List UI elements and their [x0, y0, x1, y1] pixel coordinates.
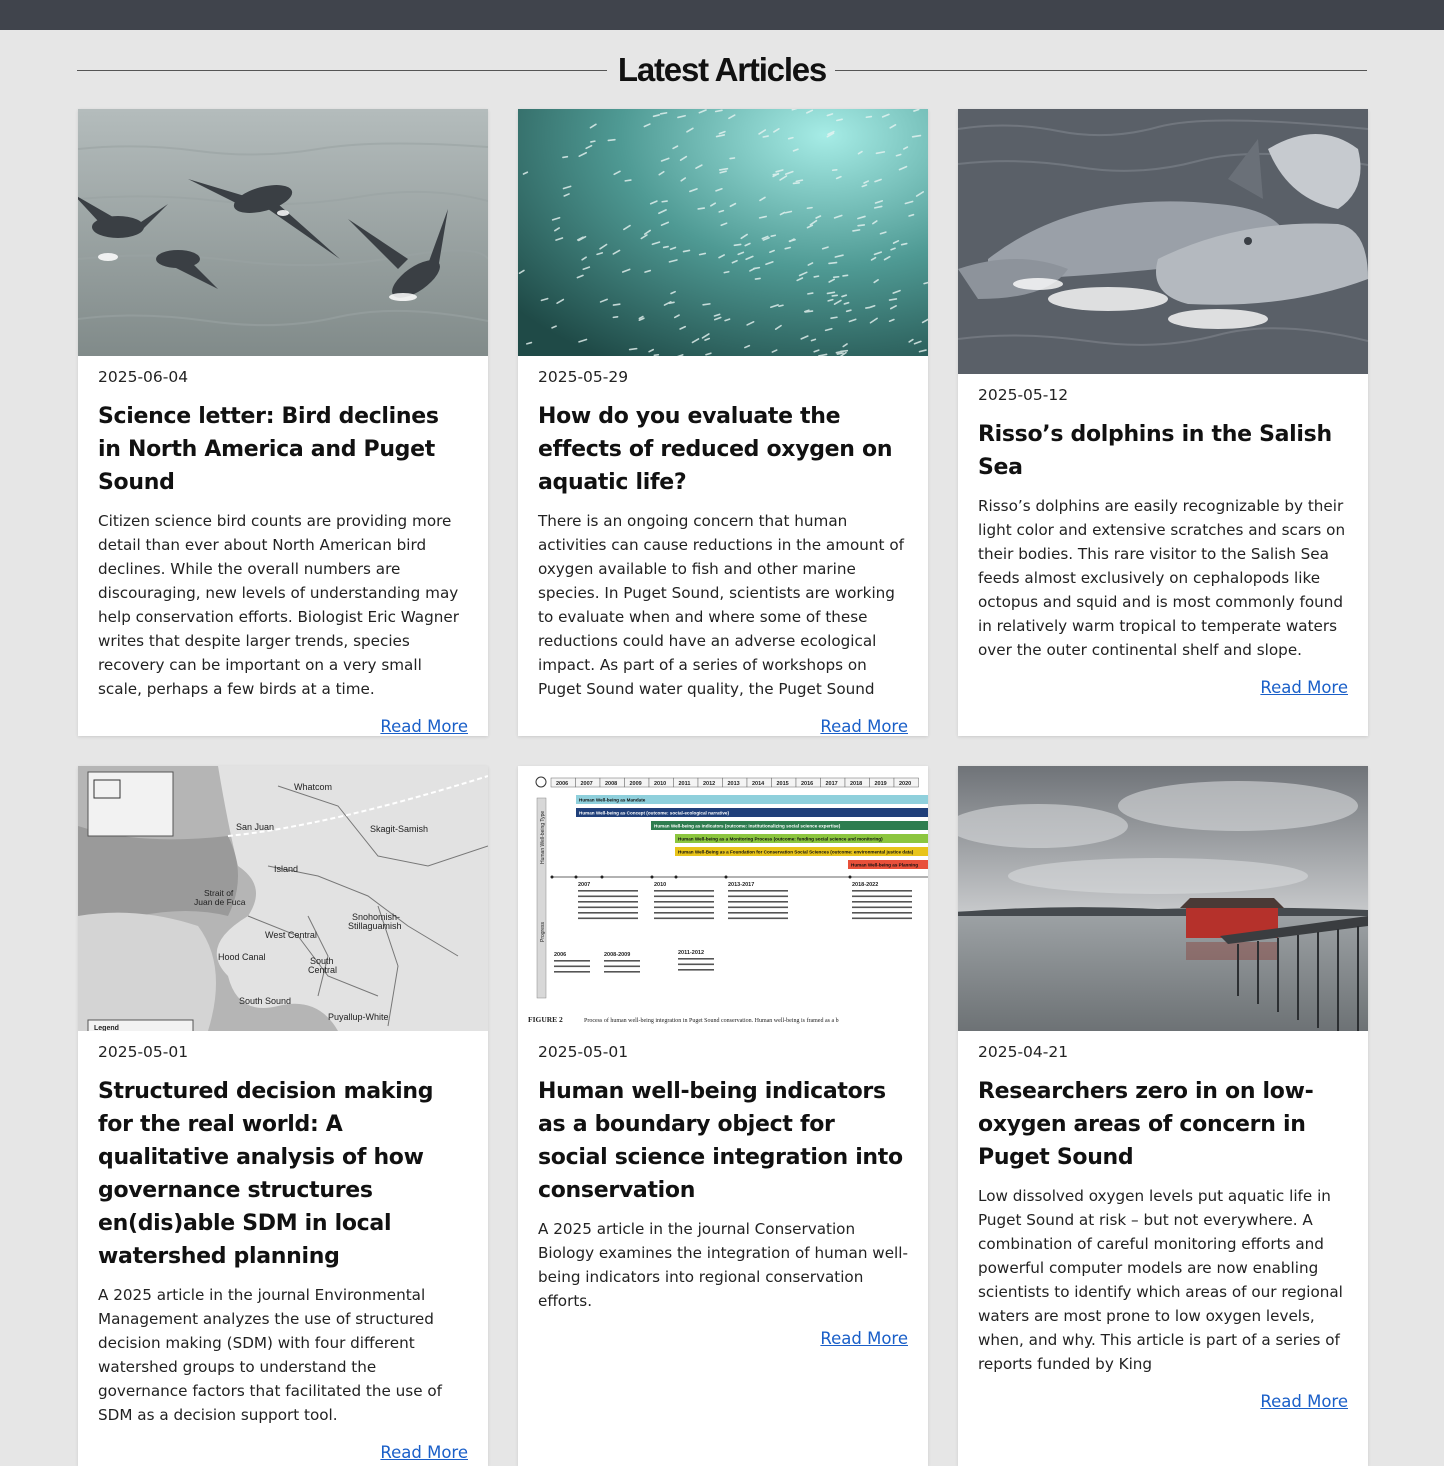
- figure-milestone-text-line: [852, 890, 912, 892]
- read-more-link[interactable]: Read More: [380, 717, 468, 736]
- fish-mark: [829, 263, 837, 264]
- article-excerpt: There is an ongoing concern that human activities can cause reductions in the amount of oxygen available to fish and other marine species. In Puget Sound, scientists are working to evaluate when and where some of these reductions could have an adverse ecological impact. As part of a series of workshops on Puget Sound water quality, the Puget Sound: [538, 509, 908, 701]
- figure-milestone-text-line: [654, 912, 714, 914]
- read-more-link[interactable]: Read More: [1260, 1392, 1348, 1411]
- figure-milestone-text-line: [578, 907, 638, 909]
- fish-mark: [669, 302, 674, 303]
- figure-milestone-text-line: [852, 896, 912, 898]
- section-title: Latest Articles: [618, 51, 826, 89]
- map-label-west-central: West Central: [265, 930, 317, 940]
- fish-mark: [890, 299, 897, 300]
- fish-mark: [664, 247, 668, 248]
- figure-bar-label: Human Well-being as Indicators (outcome: institutionalizing social science expertise): [654, 824, 841, 829]
- fish-mark: [698, 208, 704, 209]
- fish-mark: [789, 138, 793, 139]
- read-more-link[interactable]: Read More: [820, 1329, 908, 1348]
- figure-milestone-text-line: [728, 907, 788, 909]
- article-card: [958, 766, 1368, 1466]
- figure-milestone-dot: [651, 876, 654, 879]
- map-label-san-juan: San Juan: [236, 822, 274, 832]
- article-excerpt: Citizen science bird counts are providing more detail than ever about North American bird declines. While the overall numbers are discouraging, new levels of understanding may help conservation efforts. Biologist Eric Wagner writes that despite larger trends, species recovery can be important on a very small scale, perhaps a few birds at a time.: [98, 509, 468, 701]
- fish-mark: [853, 230, 860, 231]
- figure-year-label: 2014: [752, 781, 765, 787]
- figure-year-label: 2007: [581, 781, 593, 787]
- fish-mark: [866, 117, 871, 118]
- figure-milestone-text-line: [578, 912, 638, 914]
- figure-caption-text: Process of human well-being integration in Puget Sound conservation. Human well-being is framed as a b: [584, 1017, 839, 1024]
- figure-milestone-label: 2008-2009: [604, 952, 630, 958]
- figure-year-label: 2020: [899, 781, 911, 787]
- figure-milestone-text-line: [728, 890, 788, 892]
- fish-mark: [755, 278, 760, 279]
- figure-milestone-text-line: [578, 918, 638, 920]
- fish-mark: [613, 317, 617, 318]
- article-title[interactable]: Structured decision making for the real world: A qualitative analysis of how governance structures en(dis)able SDM in local watershed planning: [98, 1075, 468, 1273]
- card-body: [518, 356, 928, 736]
- figure-milestone-text-line: [728, 918, 788, 920]
- map-label-skagit: Skagit-Samish: [370, 824, 428, 834]
- fish-mark: [703, 304, 710, 305]
- figure-milestone-text-line: [654, 907, 714, 909]
- map-label-snohomish: Snohomish-: [352, 912, 400, 922]
- figure-milestone-text-line: [578, 901, 638, 903]
- figure-year-label: 2011: [679, 781, 691, 787]
- fish-mark: [625, 180, 631, 181]
- map-label-hood-canal: Hood Canal: [218, 952, 266, 962]
- article-excerpt: Risso’s dolphins are easily recognizable by their light color and extensive scratches and scars on their bodies. This rare visitor to the Salish Sea feeds almost exclusively on cephalopods like octopus and squid and is most commonly found in relatively warm tropical to temperate waters over the outer continental shelf and slope.: [978, 494, 1348, 662]
- card-body: [78, 356, 488, 736]
- map-label-island: Island: [274, 864, 298, 874]
- fish-mark: [847, 310, 851, 311]
- figure-year-label: 2016: [801, 781, 813, 787]
- fish-mark: [807, 208, 812, 209]
- figure-bar-label: Human Well-Being as a Foundation for Conservation Social Sciences (outcome: environmental justice data): [678, 850, 914, 855]
- article-title[interactable]: How do you evaluate the effects of reduced oxygen on aquatic life?: [538, 400, 908, 499]
- read-more-link[interactable]: Read More: [380, 1443, 468, 1462]
- figure-milestone-label: 2010: [654, 882, 666, 888]
- article-excerpt: Low dissolved oxygen levels put aquatic life in Puget Sound at risk – but not everywhere. A combination of careful monitoring efforts and powerful computer models are now enabling scientists to identify which areas of our regional waters are most prone to low oxygen levels, when, and why. This article is part of a series of reports funded by King: [978, 1184, 1348, 1376]
- read-more-link[interactable]: Read More: [1260, 678, 1348, 697]
- map-label-strait: Strait of: [204, 888, 234, 898]
- article-card: [78, 109, 488, 736]
- figure-milestone-text-line: [678, 969, 714, 971]
- article-date: 2025-05-01: [538, 1043, 908, 1061]
- map-label-south: South: [310, 956, 334, 966]
- fish-mark: [832, 295, 837, 296]
- article-date: 2025-06-04: [98, 368, 468, 386]
- fish-mark: [608, 140, 615, 141]
- fish-mark: [831, 317, 837, 318]
- figure-bar-label: Human Well-being as Mandate: [579, 798, 646, 803]
- figure-year-label: 2012: [703, 781, 715, 787]
- article-title[interactable]: Human well-being indicators as a boundary object for social science integration into conservation: [538, 1075, 908, 1207]
- figure-milestone-text-line: [728, 912, 788, 914]
- fish-mark: [902, 244, 907, 245]
- map-label-whatcom: Whatcom: [294, 782, 332, 792]
- fish-mark: [779, 305, 783, 306]
- figure-year-label: 2009: [630, 781, 642, 787]
- read-more-link[interactable]: Read More: [820, 717, 908, 736]
- map-label-puyallup: Puyallup-White: [328, 1012, 389, 1022]
- figure-bar-label: Human Well-being as a Monitoring Process (outcome: funding social science and monitoring): [678, 837, 883, 842]
- figure-year-label: 2013: [728, 781, 740, 787]
- fish-mark: [661, 113, 667, 114]
- fish-mark: [837, 353, 843, 354]
- figure-milestone-dot: [725, 876, 728, 879]
- figure-year-label: 2017: [826, 781, 838, 787]
- article-excerpt: A 2025 article in the journal Environmental Management analyzes the use of structured decision making (SDM) with four different watershed groups to understand the governance factors that facilitated the use of SDM as a decision support tool.: [98, 1283, 468, 1427]
- section-header: [77, 30, 1367, 110]
- figure-year-label: 2006: [556, 781, 568, 787]
- figure-year-label: 2008: [605, 781, 617, 787]
- article-image-watershed-map[interactable]: [78, 766, 488, 1031]
- figure-year-label: 2019: [875, 781, 887, 787]
- map-label-central: Central: [308, 965, 337, 975]
- article-card: [958, 109, 1368, 736]
- card-body: [78, 1031, 488, 1466]
- article-card: [518, 109, 928, 736]
- figure-bar-label: Human Well-being as Planning: [851, 863, 918, 868]
- figure-year-label: 2010: [654, 781, 666, 787]
- article-image-birds[interactable]: [78, 109, 488, 356]
- map-label-south-sound: South Sound: [239, 996, 291, 1006]
- fish-mark: [724, 272, 728, 273]
- fish-mark: [836, 352, 841, 353]
- article-image-pier[interactable]: [958, 766, 1368, 1031]
- card-body: [958, 374, 1368, 736]
- article-date: 2025-05-12: [978, 386, 1348, 404]
- article-image-timeline-figure[interactable]: [518, 766, 928, 1031]
- figure-milestone-text-line: [852, 901, 912, 903]
- article-title[interactable]: Risso’s dolphins in the Salish Sea: [978, 418, 1348, 484]
- fish-mark: [630, 349, 637, 350]
- fish-mark: [793, 183, 799, 184]
- fish-mark: [827, 292, 834, 293]
- card-body: [958, 1031, 1368, 1466]
- figure-milestone-text-line: [604, 966, 640, 968]
- figure-milestone-text-line: [554, 966, 590, 968]
- figure-milestone-text-line: [852, 912, 912, 914]
- figure-milestone-dot: [849, 876, 852, 879]
- figure-milestone-text-line: [654, 896, 714, 898]
- figure-milestone-label: 2007: [578, 882, 590, 888]
- fish-mark: [563, 157, 567, 158]
- figure-milestone-label: 2006: [554, 952, 566, 958]
- figure-year-label: 2018: [850, 781, 862, 787]
- fish-mark: [814, 276, 818, 277]
- figure-axis-bottom: Progress: [540, 921, 546, 942]
- fish-mark: [662, 201, 667, 202]
- figure-milestone-dot: [675, 876, 678, 879]
- article-date: 2025-04-21: [978, 1043, 1348, 1061]
- article-image-fish-school[interactable]: [518, 109, 928, 356]
- figure-milestone-text-line: [728, 901, 788, 903]
- figure-milestone-text-line: [654, 890, 714, 892]
- map-label-juan-de-fuca: Juan de Fuca: [194, 897, 246, 907]
- fish-mark: [684, 250, 690, 251]
- figure-milestone-dot: [601, 876, 604, 879]
- article-title[interactable]: Researchers zero in on low-oxygen areas of concern in Puget Sound: [978, 1075, 1348, 1174]
- figure-milestone-text-line: [654, 901, 714, 903]
- figure-milestone-text-line: [578, 890, 638, 892]
- article-image-dolphins[interactable]: [958, 109, 1368, 374]
- figure-milestone-text-line: [578, 896, 638, 898]
- fish-mark: [734, 244, 740, 245]
- article-title[interactable]: Science letter: Bird declines in North America and Puget Sound: [98, 400, 468, 499]
- figure-milestone-text-line: [678, 964, 714, 966]
- map-legend-label: Legend: [94, 1025, 119, 1031]
- figure-milestone-text-line: [654, 918, 714, 920]
- figure-milestone-dot: [551, 876, 554, 879]
- figure-milestone-text-line: [852, 918, 912, 920]
- fish-mark: [730, 158, 734, 159]
- figure-milestone-text-line: [604, 971, 640, 973]
- article-date: 2025-05-01: [98, 1043, 468, 1061]
- article-card: [78, 766, 488, 1466]
- figure-axis-top: Human Well-being Type: [540, 811, 546, 864]
- figure-caption-label: FIGURE 2: [528, 1015, 563, 1024]
- header-rule-right: [835, 70, 1367, 71]
- article-card: [518, 766, 928, 1466]
- article-date: 2025-05-29: [538, 368, 908, 386]
- figure-milestone-text-line: [852, 907, 912, 909]
- figure-milestone-label: 2013-2017: [728, 882, 754, 888]
- fish-mark: [754, 268, 760, 269]
- figure-bar-label: Human Well-being as Concept (outcome: social-ecological narrative): [579, 811, 729, 816]
- fish-mark: [858, 225, 864, 226]
- fish-mark: [834, 277, 839, 278]
- map-label-stillaguamish: Stillaguamish: [348, 921, 402, 931]
- fish-mark: [763, 136, 768, 137]
- fish-mark: [866, 307, 870, 308]
- figure-milestone-text-line: [554, 971, 590, 973]
- figure-milestone-text-line: [554, 960, 590, 962]
- article-excerpt: A 2025 article in the journal Conservation Biology examines the integration of human well-being indicators into regional conservation efforts.: [538, 1217, 908, 1313]
- figure-milestone-label: 2011-2012: [678, 950, 704, 956]
- article-grid: [78, 109, 1368, 1466]
- figure-milestone-dot: [575, 876, 578, 879]
- fish-mark: [771, 235, 775, 236]
- top-nav-bar: [0, 0, 1444, 30]
- figure-milestone-label: 2018-2022: [852, 882, 878, 888]
- fish-mark: [613, 304, 619, 305]
- card-body: [518, 1031, 928, 1466]
- fish-mark: [808, 293, 813, 294]
- figure-milestone-text-line: [728, 896, 788, 898]
- fish-mark: [591, 141, 595, 142]
- header-rule-left: [77, 70, 607, 71]
- figure-milestone-text-line: [678, 958, 714, 960]
- figure-year-label: 2015: [777, 781, 789, 787]
- fish-mark: [843, 275, 848, 276]
- figure-milestone-text-line: [604, 960, 640, 962]
